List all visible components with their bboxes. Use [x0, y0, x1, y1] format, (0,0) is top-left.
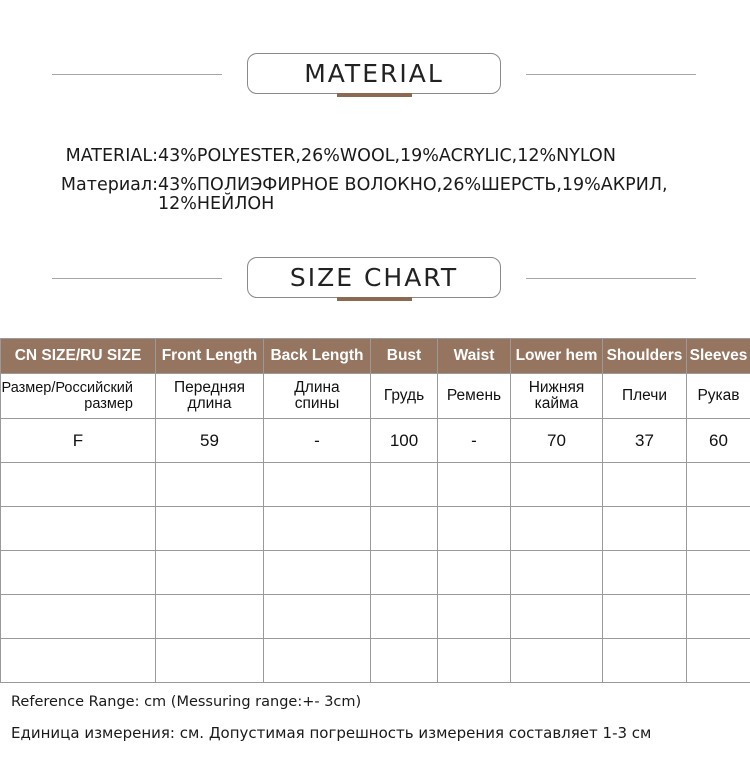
- column-header: CN SIZE/RU SIZE: [1, 339, 156, 374]
- table-cell-empty: [511, 463, 603, 507]
- table-cell-empty: [264, 551, 371, 595]
- table-cell-empty: [264, 507, 371, 551]
- column-header-russian: [371, 374, 438, 419]
- table-cell-empty: [156, 639, 264, 683]
- column-header-russian: [1, 374, 156, 419]
- column-header-russian-line: Рукав: [697, 387, 740, 404]
- table-cell-empty: [156, 595, 264, 639]
- column-header-russian: [156, 374, 264, 419]
- table-cell-empty: [156, 551, 264, 595]
- size-chart-heading: [0, 257, 750, 301]
- table-row-empty: [1, 551, 750, 595]
- table-cell-empty: [511, 507, 603, 551]
- table-row: [1, 419, 750, 463]
- material-russian-label: Материал:: [60, 175, 158, 195]
- column-header-russian: [687, 374, 750, 419]
- column-header-russian-line: Грудь: [383, 387, 425, 404]
- heading-divider-left: [52, 74, 222, 75]
- column-header-russian: [264, 374, 371, 419]
- table-cell: 70: [511, 419, 603, 463]
- table-cell-empty: [264, 595, 371, 639]
- table-cell-empty: [603, 507, 687, 551]
- table-cell: 60: [687, 419, 750, 463]
- column-header-russian: [603, 374, 687, 419]
- column-header-russian-line: Длина: [294, 379, 340, 396]
- column-header-russian-line: длина: [187, 395, 232, 412]
- table-cell-empty: [371, 595, 438, 639]
- reference-range-note-russian: Единица измерения: см. Допустимая погрешность измерения составляет 1-3 см: [11, 724, 652, 742]
- column-header-russian: [511, 374, 603, 419]
- table-cell-empty: [687, 639, 750, 683]
- table-row-empty: [1, 463, 750, 507]
- table-cell-empty: [1, 507, 156, 551]
- heading-divider-left: [52, 278, 222, 279]
- column-header: Lower hem: [511, 339, 603, 374]
- table-cell-empty: [438, 639, 511, 683]
- table-cell-empty: [371, 639, 438, 683]
- table-cell-empty: [1, 463, 156, 507]
- table-cell-empty: [603, 639, 687, 683]
- column-header-russian-line: размер: [84, 396, 133, 412]
- material-english-label: MATERIAL:: [65, 146, 158, 166]
- table-cell-empty: [511, 595, 603, 639]
- table-cell: -: [438, 419, 511, 463]
- column-header-russian-line: Плечи: [621, 387, 668, 404]
- column-header-russian-line: Ремень: [446, 387, 502, 404]
- table-cell: 59: [156, 419, 264, 463]
- material-title: MATERIAL: [247, 53, 501, 94]
- size-chart-title: SIZE CHART: [247, 257, 501, 298]
- table-header-row: [1, 339, 750, 374]
- table-cell-empty: [603, 595, 687, 639]
- material-russian-line: [52, 175, 668, 195]
- table-cell-empty: [264, 639, 371, 683]
- column-header-russian-line: спины: [294, 395, 340, 412]
- column-header-russian-line: Нижняя: [528, 379, 585, 396]
- column-header-russian: [438, 374, 511, 419]
- table-cell: 37: [603, 419, 687, 463]
- table-cell-empty: [156, 507, 264, 551]
- table-cell-empty: [687, 551, 750, 595]
- table-cell-empty: [438, 595, 511, 639]
- heading-divider-right: [526, 74, 696, 75]
- table-cell-empty: [1, 639, 156, 683]
- column-header: Shoulders: [603, 339, 687, 374]
- table-row-empty: [1, 595, 750, 639]
- table-cell-empty: [511, 639, 603, 683]
- table-cell: F: [1, 419, 156, 463]
- table-header-row-russian: [1, 374, 750, 419]
- table-cell-empty: [371, 551, 438, 595]
- column-header: Waist: [438, 339, 511, 374]
- table-cell-empty: [1, 595, 156, 639]
- column-header: Sleeves: [687, 339, 750, 374]
- heading-accent-bar: [337, 93, 412, 97]
- column-header-russian-line: Размер/Российский: [1, 380, 133, 396]
- table-cell-empty: [603, 463, 687, 507]
- size-chart-table: [0, 338, 750, 683]
- table-cell: 100: [371, 419, 438, 463]
- table-cell-empty: [687, 507, 750, 551]
- table-cell-empty: [687, 595, 750, 639]
- reference-range-note: Reference Range: cm (Messuring range:+- 3cm): [11, 694, 362, 710]
- material-english-value: 43%POLYESTER,26%WOOL,19%ACRYLIC,12%NYLON: [158, 146, 616, 166]
- heading-accent-bar: [337, 297, 412, 301]
- material-heading: [0, 53, 750, 97]
- table-cell-empty: [603, 551, 687, 595]
- table-cell: -: [264, 419, 371, 463]
- table-cell-empty: [1, 551, 156, 595]
- table-cell-empty: [264, 463, 371, 507]
- column-header: Front Length: [156, 339, 264, 374]
- table-row-empty: [1, 639, 750, 683]
- column-header: Bust: [371, 339, 438, 374]
- table-cell-empty: [156, 463, 264, 507]
- table-cell-empty: [687, 463, 750, 507]
- table-cell-empty: [438, 551, 511, 595]
- table-cell-empty: [438, 507, 511, 551]
- table-cell-empty: [371, 507, 438, 551]
- table-cell-empty: [511, 551, 603, 595]
- material-russian-value: 43%ПОЛИЭФИРНОЕ ВОЛОКНО,26%ШЕРСТЬ,19%АКРИЛ,: [158, 175, 668, 195]
- column-header-russian-line: Передняя: [173, 379, 246, 396]
- table-cell-empty: [371, 463, 438, 507]
- table-row-empty: [1, 507, 750, 551]
- column-header-russian-line: кайма: [534, 395, 579, 412]
- material-english-line: [52, 146, 616, 166]
- column-header: Back Length: [264, 339, 371, 374]
- table-cell-empty: [438, 463, 511, 507]
- heading-divider-right: [526, 278, 696, 279]
- material-russian-value-continued: 12%НЕЙЛОН: [158, 194, 275, 214]
